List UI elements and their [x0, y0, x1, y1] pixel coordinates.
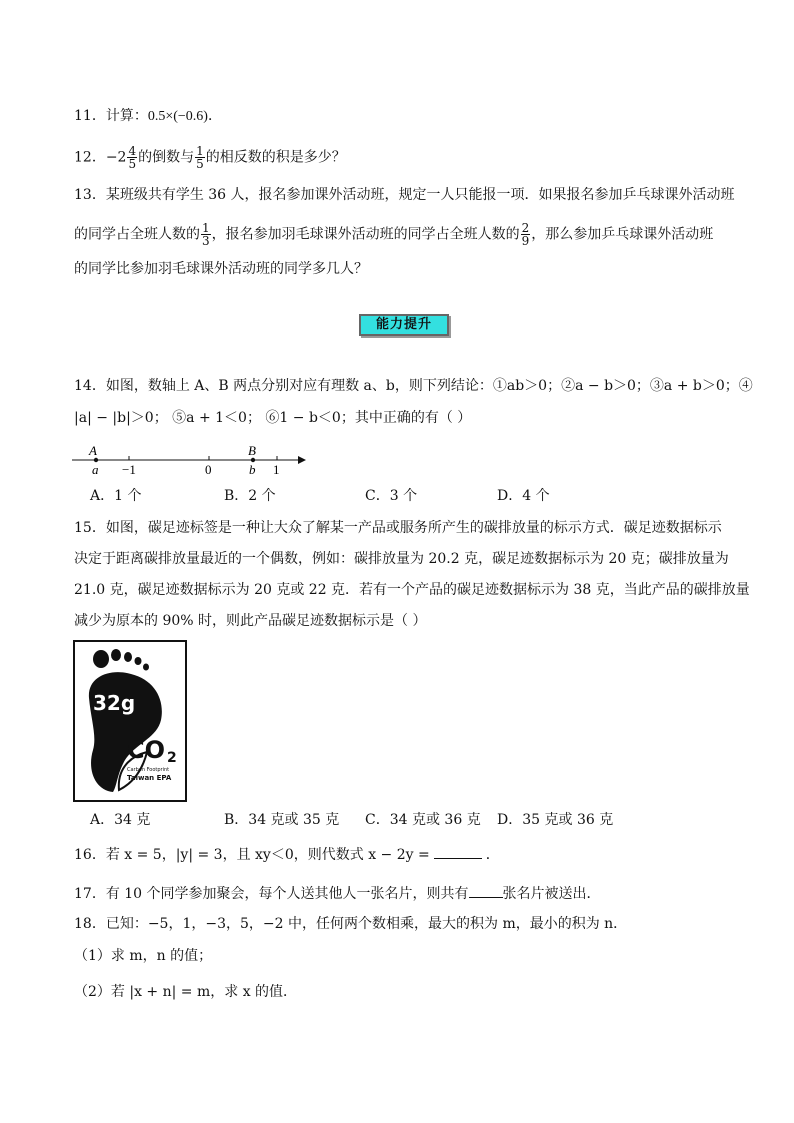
q16-suffix: ．	[485, 847, 500, 863]
label-small-2: Taiwan EPA	[127, 774, 172, 782]
q13-fraction-2	[521, 222, 531, 247]
q18-line-1: 18．已知：−5，1，−3，5，−2 中，任何两个数相乘，最大的积为 m，最小的积为 n．	[74, 916, 628, 932]
q18-sub-1: （1）求 m，n 的值；	[74, 948, 213, 964]
q13-line-2b: ，报名参加羽毛球课外活动班的同学占全班人数的	[211, 226, 520, 243]
q13-fraction-1	[201, 222, 211, 247]
q14-option-c: C．3 个	[365, 488, 418, 504]
q13-line-2	[74, 222, 713, 247]
q11-expression: 0.5×(−0.6)	[147, 109, 208, 124]
label-co2-sub: 2	[167, 750, 177, 766]
q12-fraction-2	[195, 145, 205, 170]
label-small-1: Carbon Footprint	[127, 767, 170, 773]
q16-prefix: 16．若	[74, 847, 125, 863]
label-value: 32g	[93, 691, 136, 715]
carbon-footprint-label	[73, 640, 187, 802]
q12-fraction-1	[127, 145, 137, 170]
q13-line-3: 的同学比参加羽毛球课外活动班的同学多几人？	[74, 261, 368, 277]
q14-option-d: D．4 个	[497, 488, 550, 504]
tick-label-minus-one: −1	[122, 462, 136, 477]
q13-f2-num: 2	[521, 221, 530, 235]
label-a: a	[92, 462, 99, 477]
question-17	[74, 884, 601, 904]
q14-line-2: |a| − |b|＞0； ⑤a + 1＜0； ⑥1 − b＜0；其中正确的有（ ）	[74, 410, 472, 426]
q18-sub-2: （2）若 |x + n| = m，求 x 的值．	[74, 984, 298, 1000]
q13-line-2a: 的同学占全班人数的	[74, 226, 200, 243]
q13-f2-den: 9	[521, 234, 530, 248]
q15-line-2: 决定于距离碳排放量最近的一个偶数，例如：碳排放量为 20.2 克，碳足迹数据标示为 20 克；碳排放量为	[74, 551, 729, 567]
label-co2: CO	[127, 736, 166, 764]
label-b: b	[249, 462, 256, 477]
question-16	[74, 845, 500, 865]
q11-suffix: ．	[207, 108, 222, 124]
q12-mid: 的倒数与	[138, 149, 195, 166]
question-12	[74, 145, 346, 170]
q12-f1-num: 4	[128, 144, 137, 158]
q13-line-1: 13．某班级共有学生 36 人，报名参加课外活动班，规定一人只能报一项．如果报名参加乒乓球课外活动班	[74, 187, 735, 203]
q16-body: x = 5，|y| = 3，且 xy＜0，则代数式 x − 2y =	[124, 847, 430, 863]
q13-line-2c: ，那么参加乒乓球课外活动班	[531, 226, 714, 243]
q17-answer-blank[interactable]	[469, 897, 503, 898]
q14-option-b: B．2 个	[224, 488, 276, 504]
q15-option-a: A．34 克	[90, 812, 151, 828]
q11-prefix: 11．计算：	[74, 108, 148, 124]
number-line	[72, 440, 312, 480]
question-11	[74, 106, 222, 127]
q15-line-3: 21.0 克，碳足迹数据标示为 20 克或 22 克．若有一个产品的碳足迹数据标示为 38 克，当此产品的碳排放量	[74, 582, 750, 598]
tick-label-zero: 0	[205, 462, 212, 477]
axis-arrow	[298, 456, 306, 464]
q13-f1-den: 3	[202, 234, 210, 248]
q15-option-d: D．35 克或 36 克	[497, 812, 614, 828]
q15-option-b: B．34 克或 35 克	[224, 812, 340, 828]
q12-f2-den: 5	[196, 157, 204, 171]
q15-line-4: 减少为原本的 90% 时，则此产品碳足迹数据标示是（ ）	[74, 613, 427, 629]
label-A: A	[89, 443, 97, 458]
q16-answer-blank[interactable]	[434, 858, 482, 859]
q12-suffix: 的相反数的积是多少？	[205, 149, 346, 166]
q14-option-a: A．1 个	[90, 488, 142, 504]
q17-suffix: 张名片被送出．	[502, 886, 601, 902]
q15-line-1: 15．如图，碳足迹标签是一种让大众了解某一产品或服务所产生的碳排放量的标示方式．碳足迹数据标示	[74, 520, 722, 536]
section-banner: 能力提升	[359, 314, 449, 336]
label-B: B	[248, 443, 256, 458]
q12-f2-num: 1	[196, 144, 204, 158]
q15-option-c: C．34 克或 36 克	[365, 812, 481, 828]
q12-minus: −2	[105, 149, 127, 166]
q12-f1-den: 5	[128, 157, 137, 171]
q12-prefix: 12．	[74, 149, 106, 166]
q14-line-1: 14．如图，数轴上 A、B 两点分别对应有理数 a、b，则下列结论：①ab＞0；②a − b＞0；③a + b＞0；④	[74, 378, 753, 394]
q17-prefix: 17．有 10 个同学参加聚会，每个人送其他人一张名片，则共有	[74, 886, 469, 902]
tick-label-one: 1	[273, 462, 280, 477]
q13-f1-num: 1	[202, 221, 210, 235]
